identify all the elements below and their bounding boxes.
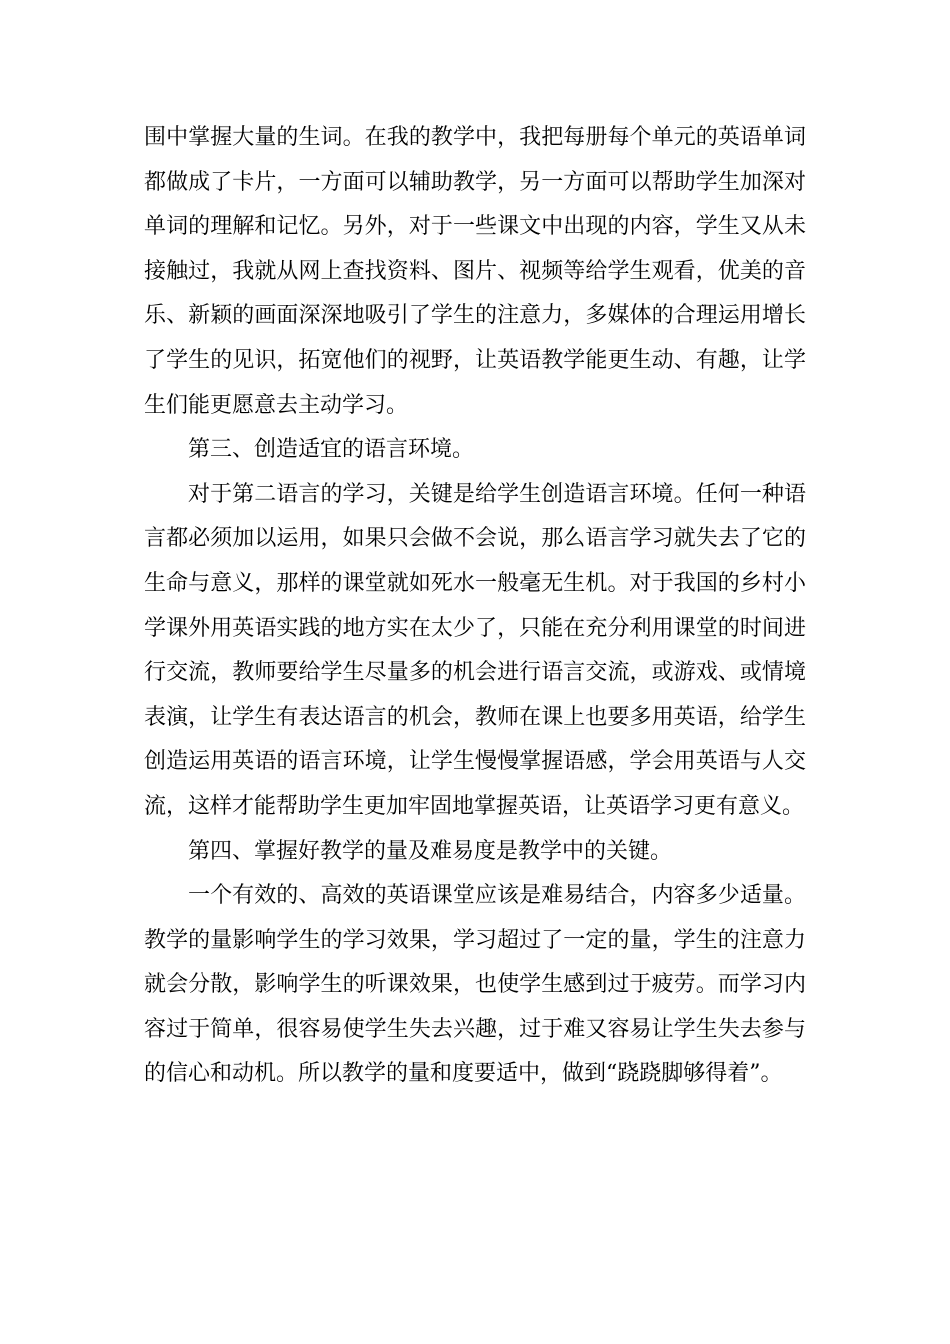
paragraph-language-environment: 对于第二语言的学习，关键是给学生创造语言环境。任何一种语言都必须加以运用，如果只会做不会说，那么语言学习就失去了它的生命与意义，那样的课堂就如死水一般毫无生机。对于我国的乡村小学课外用英语实践的地方实在太少了，只能在充分利用课堂的时间进行交流，教师要给学生尽量多的机会进行语言交流，或游戏、或情境表演，让学生有表达语言的机会，教师在课上也要多用英语，给学生创造运用英语的语言环境，让学生慢慢掌握语感，学会用英语与人交流，这样才能帮助学生更加牢固地掌握英语，让英语学习更有意义。 [144, 481, 806, 819]
section-heading-four: 第四、掌握好教学的量及难易度是教学中的关键。 [188, 838, 673, 864]
paragraph-teaching-amount: 一个有效的、高效的英语课堂应该是难易结合，内容多少适量。教学的量影响学生的学习效果，学习超过了一定的量，学生的注意力就会分散，影响学生的听课效果，也使学生感到过于疲劳。而学习内容过于简单，很容易使学生失去兴趣，过于难又容易让学生失去参与的信心和动机。所以教学的量和度要适中，做到“跷跷脚够得着”。 [144, 883, 806, 1087]
paragraph-continuation: 围中掌握大量的生词。在我的教学中，我把每册每个单元的英语单词都做成了卡片，一方面可以辅助教学，另一方面可以帮助学生加深对单词的理解和记忆。另外，对于一些课文中出现的内容，学生又从未接触过，我就从网上查找资料、图片、视频等给学生观看，优美的音乐、新颖的画面深深地吸引了学生的注意力，多媒体的合理运用增长了学生的见识，拓宽他们的视野，让英语教学能更生动、有趣，让学生们能更愿意去主动学习。 [144, 125, 806, 418]
section-heading-three: 第三、创造适宜的语言环境。 [188, 437, 475, 463]
document-page [144, 116, 806, 1097]
